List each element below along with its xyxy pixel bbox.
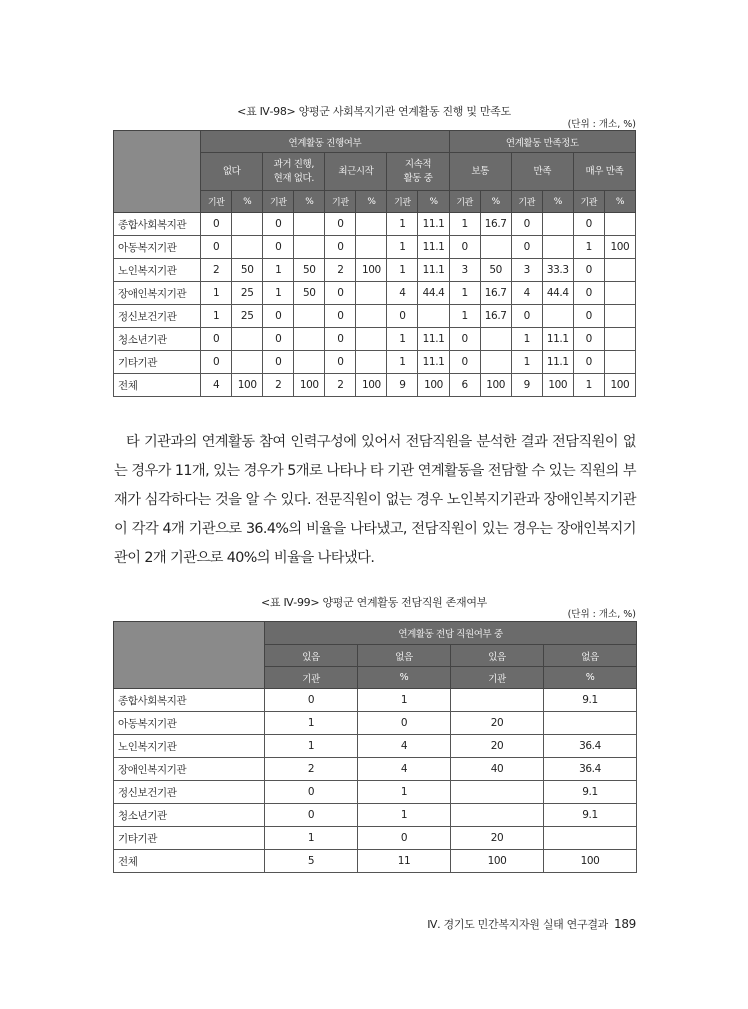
table99-subheader2: % xyxy=(544,667,637,689)
table-cell xyxy=(294,305,325,328)
table-cell: 1 xyxy=(387,213,418,236)
row-label: 종합사회복지관 xyxy=(114,213,201,236)
row-label: 전체 xyxy=(114,850,265,873)
table-cell: 0 xyxy=(511,305,542,328)
table98-col-count-header: 기관 xyxy=(449,191,480,213)
table-cell xyxy=(542,236,573,259)
table-cell: 0 xyxy=(358,712,451,735)
table-cell: 2 xyxy=(325,259,356,282)
table-cell: 4 xyxy=(387,282,418,305)
table-cell: 0 xyxy=(573,328,604,351)
table-cell: 40 xyxy=(451,758,544,781)
row-label: 전체 xyxy=(114,374,201,397)
table-cell: 0 xyxy=(201,328,232,351)
table-cell: 50 xyxy=(480,259,511,282)
table-cell: 9.1 xyxy=(544,804,637,827)
table-cell xyxy=(356,236,387,259)
table98 xyxy=(113,130,636,397)
table98-subheader: 매우 만족 xyxy=(573,153,635,191)
table-cell: 0 xyxy=(201,351,232,374)
table99-unit: (단위 : 개소, %) xyxy=(567,609,636,620)
table-cell: 11.1 xyxy=(418,328,449,351)
table-cell xyxy=(232,351,263,374)
table-cell: 1 xyxy=(265,712,358,735)
table-cell: 0 xyxy=(325,236,356,259)
table-cell: 16.7 xyxy=(480,282,511,305)
table-cell: 100 xyxy=(480,374,511,397)
paragraph-text: 타 기관과의 연계활동 참여 인력구성에 있어서 전담직원을 분석한 결과 전담직원이 없는 경우가 11개, 있는 경우가 5개로 나타나 타 기관 연계활동을 전담할 수 있는 직원의 부재가 심각하다는 것을 알 수 있다. 전문직원이 없는 경우 노인복지기관과 장애인복지기관이 각각 4개 기관으로 36.4%의 비율을 나타냈고, 전담직원이 있는 경우는 장애인복지기관이 2개 기관으로 40%의 비율을 나타냈다. xyxy=(114,434,636,566)
table-cell: 1 xyxy=(387,351,418,374)
table-cell xyxy=(294,351,325,374)
table-cell: 0 xyxy=(201,213,232,236)
table-cell xyxy=(451,689,544,712)
table-cell: 4 xyxy=(511,282,542,305)
table-cell xyxy=(544,712,637,735)
table98-subheader: 과거 진행, 현재 없다. xyxy=(263,153,325,191)
table98-subheader: 만족 xyxy=(511,153,573,191)
table-cell: 1 xyxy=(201,282,232,305)
table-cell xyxy=(604,305,635,328)
body-paragraph xyxy=(114,428,636,573)
table99-group: 연계활동 전담 직원여부 중 xyxy=(265,622,637,645)
table98-group1: 연계활동 진행여부 xyxy=(201,131,449,153)
table-cell: 100 xyxy=(232,374,263,397)
table-cell: 0 xyxy=(325,305,356,328)
table98-caption: <표 Ⅳ-98> 양평군 사회복지기관 연계활동 진행 및 만족도 xyxy=(237,105,511,118)
table-row xyxy=(114,305,636,328)
table-cell: 0 xyxy=(573,213,604,236)
table98-subheader: 최근시작 xyxy=(325,153,387,191)
table-cell: 11.1 xyxy=(542,328,573,351)
table98-col-percent-header: % xyxy=(294,191,325,213)
table-cell: 0 xyxy=(265,804,358,827)
table-cell: 0 xyxy=(387,305,418,328)
table-cell xyxy=(356,213,387,236)
table-cell: 11.1 xyxy=(418,213,449,236)
table98-col-percent-header: % xyxy=(232,191,263,213)
table98-col-count-header: 기관 xyxy=(325,191,356,213)
table-cell: 1 xyxy=(573,236,604,259)
table-cell: 100 xyxy=(356,374,387,397)
table-cell: 0 xyxy=(263,305,294,328)
table-cell: 0 xyxy=(265,689,358,712)
row-label: 청소년기관 xyxy=(114,328,201,351)
table-cell xyxy=(356,328,387,351)
row-label: 장애인복지기관 xyxy=(114,758,265,781)
table-cell: 36.4 xyxy=(544,758,637,781)
table99-subheader: 있음 xyxy=(265,645,358,667)
table-cell: 4 xyxy=(201,374,232,397)
table-cell: 0 xyxy=(449,236,480,259)
row-label: 청소년기관 xyxy=(114,804,265,827)
table99-corner xyxy=(114,622,265,689)
table98-col-percent-header: % xyxy=(542,191,573,213)
table-cell: 0 xyxy=(358,827,451,850)
table-cell: 2 xyxy=(263,374,294,397)
table-cell: 5 xyxy=(265,850,358,873)
table-cell: 9 xyxy=(511,374,542,397)
table-cell xyxy=(451,804,544,827)
table-cell: 1 xyxy=(511,328,542,351)
table-cell: 9.1 xyxy=(544,781,637,804)
table99-subheader2: 기관 xyxy=(265,667,358,689)
table-row xyxy=(114,850,637,873)
row-label: 정신보건기관 xyxy=(114,305,201,328)
table-cell: 11.1 xyxy=(418,236,449,259)
table-cell: 0 xyxy=(573,351,604,374)
row-label: 아동복지기관 xyxy=(114,236,201,259)
table-cell xyxy=(604,282,635,305)
table-row xyxy=(114,259,636,282)
table-cell: 0 xyxy=(263,351,294,374)
table-cell: 11 xyxy=(358,850,451,873)
table98-col-count-header: 기관 xyxy=(201,191,232,213)
table-cell: 6 xyxy=(449,374,480,397)
table-cell xyxy=(356,351,387,374)
table-cell: 16.7 xyxy=(480,213,511,236)
table-cell: 3 xyxy=(511,259,542,282)
table99-subheader: 없음 xyxy=(544,645,637,667)
footer-chapter: Ⅳ. 경기도 민간복지자원 실태 연구결과 xyxy=(427,918,608,931)
table-cell: 20 xyxy=(451,735,544,758)
table-row xyxy=(114,236,636,259)
table98-subheader: 지속적 활동 중 xyxy=(387,153,449,191)
table-cell: 25 xyxy=(232,305,263,328)
row-label: 아동복지기관 xyxy=(114,712,265,735)
table-cell: 0 xyxy=(325,351,356,374)
table-cell: 36.4 xyxy=(544,735,637,758)
table-cell: 9 xyxy=(387,374,418,397)
table-cell: 1 xyxy=(263,259,294,282)
table-cell: 0 xyxy=(449,351,480,374)
table-cell xyxy=(232,236,263,259)
table-cell: 0 xyxy=(325,213,356,236)
table-cell: 2 xyxy=(325,374,356,397)
page-footer xyxy=(427,916,636,932)
table99-subheader: 있음 xyxy=(451,645,544,667)
table-cell xyxy=(480,236,511,259)
row-label: 기타기관 xyxy=(114,827,265,850)
table-cell xyxy=(356,305,387,328)
table-cell xyxy=(418,305,449,328)
table-cell: 33.3 xyxy=(542,259,573,282)
table-cell: 4 xyxy=(358,735,451,758)
table-cell: 1 xyxy=(387,259,418,282)
table-cell: 50 xyxy=(232,259,263,282)
table-cell: 0 xyxy=(573,305,604,328)
table98-col-count-header: 기관 xyxy=(573,191,604,213)
table-cell xyxy=(232,213,263,236)
table98-subheader: 보통 xyxy=(449,153,511,191)
table-row xyxy=(114,804,637,827)
table-cell: 1 xyxy=(511,351,542,374)
table-cell: 0 xyxy=(201,236,232,259)
table-cell: 1 xyxy=(358,689,451,712)
table-cell: 1 xyxy=(358,804,451,827)
table-cell: 0 xyxy=(573,259,604,282)
table-cell: 100 xyxy=(356,259,387,282)
table-cell: 1 xyxy=(387,328,418,351)
table99-subheader2: % xyxy=(358,667,451,689)
table-cell xyxy=(604,328,635,351)
table-cell: 100 xyxy=(604,236,635,259)
table98-col-count-header: 기관 xyxy=(511,191,542,213)
table-cell: 0 xyxy=(265,781,358,804)
table-row xyxy=(114,282,636,305)
table-cell: 50 xyxy=(294,282,325,305)
table-cell: 11.1 xyxy=(418,351,449,374)
table-cell: 0 xyxy=(511,236,542,259)
table-cell: 3 xyxy=(449,259,480,282)
table99-subheader2: 기관 xyxy=(451,667,544,689)
table-cell: 0 xyxy=(263,213,294,236)
table-cell: 0 xyxy=(449,328,480,351)
row-label: 노인복지기관 xyxy=(114,259,201,282)
table98-unit: (단위 : 개소, %) xyxy=(567,119,636,130)
table-row xyxy=(114,735,637,758)
table98-group2: 연계활동 만족정도 xyxy=(449,131,635,153)
table-cell xyxy=(294,328,325,351)
table-cell: 0 xyxy=(263,236,294,259)
table99 xyxy=(113,621,637,873)
table98-col-count-header: 기관 xyxy=(387,191,418,213)
table-row xyxy=(114,689,637,712)
table98-col-percent-header: % xyxy=(356,191,387,213)
table99-subheader: 없음 xyxy=(358,645,451,667)
table-cell xyxy=(542,213,573,236)
table-row xyxy=(114,712,637,735)
table98-col-percent-header: % xyxy=(418,191,449,213)
table98-corner xyxy=(114,131,201,213)
row-label: 종합사회복지관 xyxy=(114,689,265,712)
table-cell: 2 xyxy=(201,259,232,282)
table-cell: 25 xyxy=(232,282,263,305)
table-cell: 2 xyxy=(265,758,358,781)
table-cell: 1 xyxy=(201,305,232,328)
table-cell: 1 xyxy=(265,827,358,850)
row-label: 기타기관 xyxy=(114,351,201,374)
table-row xyxy=(114,351,636,374)
table-row xyxy=(114,328,636,351)
table-row xyxy=(114,827,637,850)
table-cell: 16.7 xyxy=(480,305,511,328)
row-label: 정신보건기관 xyxy=(114,781,265,804)
table-cell: 0 xyxy=(511,213,542,236)
table-cell: 11.1 xyxy=(418,259,449,282)
table-cell xyxy=(544,827,637,850)
table-cell: 1 xyxy=(387,236,418,259)
table-cell: 9.1 xyxy=(544,689,637,712)
table-row xyxy=(114,374,636,397)
table-cell xyxy=(480,328,511,351)
table-cell: 100 xyxy=(604,374,635,397)
table-cell: 44.4 xyxy=(418,282,449,305)
table-cell xyxy=(294,236,325,259)
table-cell: 0 xyxy=(573,282,604,305)
table99-caption: <표 Ⅳ-99> 양평군 연계활동 전담직원 존재여부 xyxy=(261,596,487,609)
table-cell: 44.4 xyxy=(542,282,573,305)
table-cell: 11.1 xyxy=(542,351,573,374)
row-label: 노인복지기관 xyxy=(114,735,265,758)
table-cell xyxy=(604,213,635,236)
table-cell xyxy=(604,259,635,282)
table98-col-count-header: 기관 xyxy=(263,191,294,213)
table-row xyxy=(114,213,636,236)
table-cell xyxy=(356,282,387,305)
table-cell: 0 xyxy=(325,282,356,305)
table-row xyxy=(114,758,637,781)
table-cell: 100 xyxy=(542,374,573,397)
table-cell: 1 xyxy=(573,374,604,397)
table-cell: 1 xyxy=(449,282,480,305)
table-cell: 1 xyxy=(263,282,294,305)
table-cell: 20 xyxy=(451,712,544,735)
table-cell xyxy=(232,328,263,351)
table98-col-percent-header: % xyxy=(480,191,511,213)
table-cell: 0 xyxy=(263,328,294,351)
table-cell: 0 xyxy=(325,328,356,351)
page-number: 189 xyxy=(613,917,636,931)
table-cell: 20 xyxy=(451,827,544,850)
table-cell xyxy=(451,781,544,804)
table98-col-percent-header: % xyxy=(604,191,635,213)
table98-subheader: 없다 xyxy=(201,153,263,191)
table-row xyxy=(114,781,637,804)
table-cell xyxy=(294,213,325,236)
table-cell: 100 xyxy=(544,850,637,873)
table-cell: 50 xyxy=(294,259,325,282)
table-cell: 1 xyxy=(449,305,480,328)
table-cell: 1 xyxy=(265,735,358,758)
table-cell xyxy=(480,351,511,374)
table-cell xyxy=(604,351,635,374)
table-cell: 4 xyxy=(358,758,451,781)
table-cell: 1 xyxy=(449,213,480,236)
table-cell xyxy=(542,305,573,328)
table-cell: 100 xyxy=(418,374,449,397)
row-label: 장애인복지기관 xyxy=(114,282,201,305)
table-cell: 1 xyxy=(358,781,451,804)
table-cell: 100 xyxy=(294,374,325,397)
table-cell: 100 xyxy=(451,850,544,873)
